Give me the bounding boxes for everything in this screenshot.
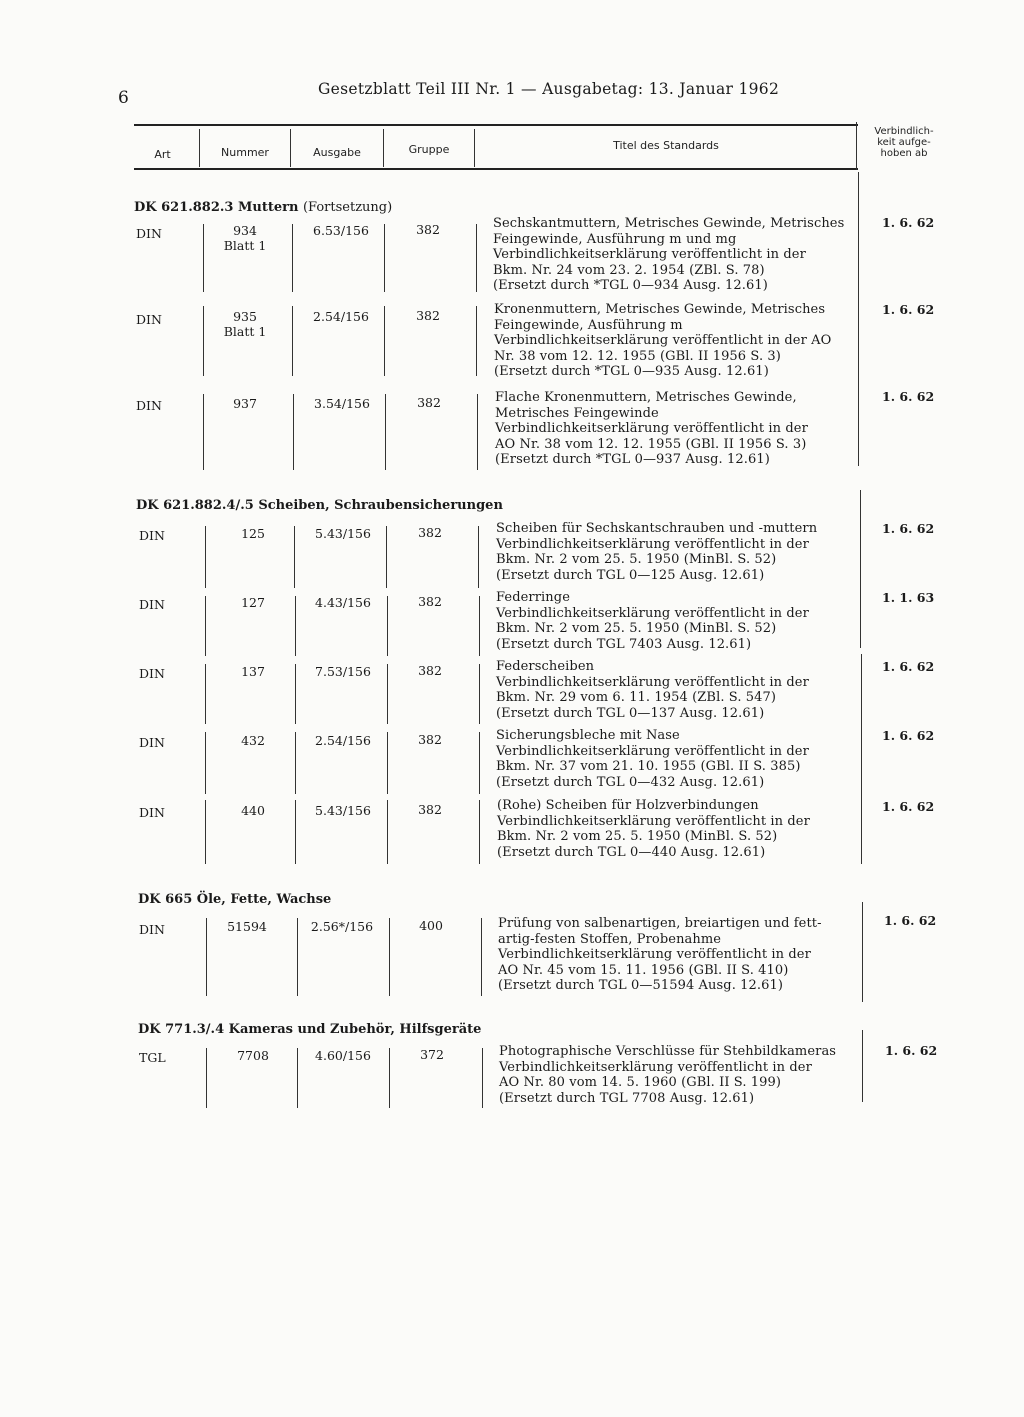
row-divider bbox=[205, 732, 206, 794]
cell-nummer: 127 bbox=[241, 595, 265, 610]
cell-titel bbox=[496, 659, 809, 721]
row-divider bbox=[479, 732, 480, 794]
running-head: Gesetzblatt Teil III Nr. 1 — Ausgabetag: 13. Januar 1962 bbox=[318, 80, 780, 98]
cell-ausgabe: 3.54/156 bbox=[314, 396, 370, 411]
cell-gruppe: 382 bbox=[418, 663, 442, 678]
titel-line: (Ersetzt durch TGL 0—125 Ausg. 12.61) bbox=[496, 567, 765, 583]
cell-nummer: 51594 bbox=[227, 919, 267, 934]
cell-titel bbox=[499, 1044, 836, 1106]
header-bottom-rule bbox=[134, 168, 858, 170]
cell-titel bbox=[496, 590, 809, 652]
row-divider bbox=[476, 224, 477, 292]
row-divider bbox=[476, 306, 477, 376]
row-divider bbox=[481, 918, 482, 996]
section-heading-label: DK 621.882.3 Muttern bbox=[134, 200, 299, 215]
titel-line: Verbindlichkeitserklärung veröffentlicht in der bbox=[496, 605, 809, 621]
section-heading-label: DK 665 Öle, Fette, Wachse bbox=[138, 892, 332, 907]
titel-line: (Ersetzt durch *TGL 0—934 Ausg. 12.61) bbox=[493, 278, 768, 293]
cell-ausgabe: 2.56*/156 bbox=[310, 919, 374, 934]
section-right-rule bbox=[860, 490, 861, 648]
cell-nummer-sub: Blatt 1 bbox=[223, 238, 267, 253]
cell-date: 1. 6. 62 bbox=[882, 389, 935, 404]
titel-line: (Ersetzt durch *TGL 0—935 Ausg. 12.61) bbox=[494, 364, 769, 379]
section-right-rule bbox=[861, 654, 862, 864]
titel-line: Federringe bbox=[496, 590, 570, 605]
row-divider bbox=[477, 394, 478, 470]
titel-line: Prüfung von salbenartigen, breiartigen und fett- bbox=[498, 916, 822, 931]
section-heading bbox=[134, 200, 392, 215]
titel-line: Bkm. Nr. 2 vom 25. 5. 1950 (MinBl. S. 52) bbox=[496, 552, 777, 567]
section-right-rule bbox=[862, 902, 863, 1002]
titel-line: (Rohe) Scheiben für Holzverbindungen bbox=[497, 798, 759, 813]
titel-line: (Ersetzt durch TGL 0—440 Ausg. 12.61) bbox=[497, 844, 766, 860]
titel-line: Feingewinde, Ausführung m bbox=[494, 317, 683, 333]
titel-line: Nr. 38 vom 12. 12. 1955 (GBl. II 1956 S. 3) bbox=[494, 348, 781, 364]
titel-line: Verbindlichkeitserklärung veröffentlicht in der bbox=[493, 247, 806, 262]
cell-date: 1. 6. 62 bbox=[882, 215, 935, 230]
titel-line: (Ersetzt durch TGL 0—137 Ausg. 12.61) bbox=[496, 705, 765, 721]
row-divider bbox=[205, 596, 206, 656]
titel-line: Federscheiben bbox=[496, 659, 595, 674]
cell-date: 1. 6. 62 bbox=[885, 1043, 938, 1058]
titel-line: Verbindlichkeitserklärung veröffentlicht in der bbox=[496, 536, 809, 552]
cell-art: DIN bbox=[139, 735, 165, 750]
titel-line: Verbindlichkeitserklärung veröffentlicht in der bbox=[499, 1059, 812, 1075]
cell-gruppe: 382 bbox=[416, 222, 440, 237]
row-divider bbox=[389, 918, 390, 996]
titel-line: artig-festen Stoffen, Probenahme bbox=[498, 931, 722, 947]
titel-line: Verbindlichkeitserklärung veröffentlicht in der bbox=[496, 674, 809, 690]
cell-titel bbox=[494, 302, 831, 380]
row-divider bbox=[205, 800, 206, 864]
cell-ausgabe: 2.54/156 bbox=[315, 733, 371, 748]
cell-titel bbox=[498, 916, 822, 994]
cell-ausgabe: 6.53/156 bbox=[313, 223, 369, 238]
cell-nummer: 7708 bbox=[237, 1048, 269, 1063]
section-heading-suffix: (Fortsetzung) bbox=[302, 200, 393, 215]
cell-nummer bbox=[200, 223, 290, 253]
cell-ausgabe: 2.54/156 bbox=[313, 309, 369, 324]
titel-line: Bkm. Nr. 24 vom 23. 2. 1954 (ZBl. S. 78) bbox=[493, 262, 765, 278]
section-heading-label: DK 621.882.4/.5 Scheiben, Schraubensicherungen bbox=[136, 498, 503, 513]
cell-date: 1. 6. 62 bbox=[882, 799, 935, 814]
titel-line: Bkm. Nr. 2 vom 25. 5. 1950 (MinBl. S. 52) bbox=[496, 621, 777, 636]
cell-nummer-value: 935 bbox=[233, 309, 257, 324]
cell-gruppe: 382 bbox=[418, 802, 442, 817]
row-divider bbox=[292, 224, 293, 292]
section-right-rule bbox=[858, 172, 859, 466]
col-header-titel: Titel des Standards bbox=[613, 139, 719, 152]
col-divider bbox=[290, 129, 291, 167]
cell-ausgabe: 7.53/156 bbox=[315, 664, 371, 679]
col-header-gruppe: Gruppe bbox=[408, 143, 450, 156]
cell-nummer: 137 bbox=[241, 664, 265, 679]
cell-ausgabe: 5.43/156 bbox=[315, 526, 371, 541]
titel-line: Bkm. Nr. 2 vom 25. 5. 1950 (MinBl. S. 52) bbox=[497, 829, 778, 844]
row-divider bbox=[482, 1048, 483, 1108]
cell-art: DIN bbox=[139, 597, 165, 612]
titel-line: Feingewinde, Ausführung m und mg bbox=[493, 231, 737, 247]
cell-gruppe: 382 bbox=[418, 525, 442, 540]
cell-art: DIN bbox=[136, 398, 162, 413]
section-heading bbox=[138, 1022, 481, 1037]
titel-line: Scheiben für Sechskantschrauben und -muttern bbox=[496, 521, 818, 536]
titel-line: Sechskantmuttern, Metrisches Gewinde, Metrisches bbox=[493, 216, 845, 231]
cell-gruppe: 382 bbox=[416, 308, 440, 323]
titel-line: (Ersetzt durch TGL 0—51594 Ausg. 12.61) bbox=[498, 978, 784, 993]
titel-line: Verbindlichkeitserklärung veröffentlicht in der AO bbox=[494, 333, 832, 348]
row-divider bbox=[479, 596, 480, 656]
titel-line: Verbindlichkeitserklärung veröffentlicht in der bbox=[495, 421, 808, 436]
cell-nummer: 432 bbox=[241, 733, 265, 748]
cell-titel bbox=[496, 521, 817, 583]
col-header-verbindlichkeit bbox=[858, 126, 950, 159]
page-number: 6 bbox=[118, 88, 129, 108]
col-header-verbindlichkeit-line: Verbindlich- bbox=[874, 126, 934, 137]
titel-line: (Ersetzt durch TGL 7403 Ausg. 12.61) bbox=[496, 636, 752, 652]
cell-ausgabe: 5.43/156 bbox=[315, 803, 371, 818]
col-header-verbindlichkeit-line: keit aufge- bbox=[877, 137, 931, 148]
cell-nummer: 440 bbox=[241, 803, 265, 818]
cell-gruppe: 382 bbox=[418, 732, 442, 747]
cell-titel bbox=[495, 390, 808, 468]
titel-line: Metrisches Feingewinde bbox=[495, 405, 659, 421]
titel-line: Bkm. Nr. 29 vom 6. 11. 1954 (ZBl. S. 547) bbox=[496, 690, 777, 705]
row-divider bbox=[292, 306, 293, 376]
cell-date: 1. 6. 62 bbox=[882, 521, 935, 536]
row-divider bbox=[205, 526, 206, 588]
titel-line: (Ersetzt durch TGL 0—432 Ausg. 12.61) bbox=[496, 774, 765, 790]
titel-line: Photographische Verschlüsse für Stehbildkameras bbox=[499, 1044, 837, 1059]
row-divider bbox=[205, 664, 206, 724]
cell-titel bbox=[497, 798, 810, 860]
cell-gruppe: 382 bbox=[417, 395, 441, 410]
cell-gruppe: 372 bbox=[420, 1047, 444, 1062]
cell-date: 1. 6. 62 bbox=[882, 659, 935, 674]
header-top-rule bbox=[134, 124, 858, 126]
cell-art: DIN bbox=[136, 312, 162, 327]
cell-titel bbox=[493, 216, 844, 294]
cell-date: 1. 6. 62 bbox=[884, 913, 937, 928]
col-header-nummer: Nummer bbox=[221, 146, 269, 159]
row-divider bbox=[389, 1048, 390, 1108]
titel-line: Flache Kronenmuttern, Metrisches Gewinde, bbox=[495, 390, 797, 405]
cell-nummer-sub: Blatt 1 bbox=[223, 324, 267, 339]
cell-art: DIN bbox=[139, 805, 165, 820]
row-divider bbox=[479, 800, 480, 864]
col-header-verbindlichkeit-line: hoben ab bbox=[880, 148, 928, 159]
titel-line: Kronenmuttern, Metrisches Gewinde, Metrisches bbox=[494, 302, 826, 317]
cell-nummer-value: 937 bbox=[233, 396, 257, 411]
titel-line: Verbindlichkeitserklärung veröffentlicht in der bbox=[497, 813, 810, 829]
cell-date: 1. 1. 63 bbox=[882, 590, 935, 605]
row-divider bbox=[478, 526, 479, 588]
section-right-rule bbox=[862, 1030, 863, 1102]
titel-line: Verbindlichkeitserklärung veröffentlicht in der bbox=[498, 947, 811, 962]
cell-nummer: 125 bbox=[241, 526, 265, 541]
cell-gruppe: 400 bbox=[419, 918, 443, 933]
titel-line: AO Nr. 38 vom 12. 12. 1955 (GBl. II 1956 S. 3) bbox=[495, 436, 807, 452]
titel-line: AO Nr. 45 vom 15. 11. 1956 (GBl. II S. 410) bbox=[498, 962, 789, 978]
cell-art: DIN bbox=[139, 922, 165, 937]
titel-line: AO Nr. 80 vom 14. 5. 1960 (GBl. II S. 199) bbox=[499, 1075, 782, 1090]
row-divider bbox=[206, 1048, 207, 1108]
cell-date: 1. 6. 62 bbox=[882, 728, 935, 743]
col-divider bbox=[856, 122, 857, 170]
col-header-ausgabe: Ausgabe bbox=[313, 146, 361, 159]
titel-line: Verbindlichkeitserklärung veröffentlicht in der bbox=[496, 743, 809, 759]
cell-nummer bbox=[200, 309, 290, 339]
cell-art: DIN bbox=[136, 226, 162, 241]
titel-line: Bkm. Nr. 37 vom 21. 10. 1955 (GBl. II S. 385) bbox=[496, 759, 801, 774]
titel-line: (Ersetzt durch *TGL 0—937 Ausg. 12.61) bbox=[495, 452, 770, 467]
cell-art: TGL bbox=[139, 1050, 166, 1065]
section-heading bbox=[138, 892, 331, 907]
col-divider bbox=[474, 129, 475, 167]
row-divider bbox=[293, 394, 294, 470]
cell-titel bbox=[496, 728, 809, 790]
cell-art: DIN bbox=[139, 528, 165, 543]
col-header-art: Art bbox=[154, 148, 171, 161]
cell-gruppe: 382 bbox=[418, 594, 442, 609]
titel-line: (Ersetzt durch TGL 7708 Ausg. 12.61) bbox=[499, 1090, 755, 1106]
titel-line: Sicherungsbleche mit Nase bbox=[496, 728, 680, 743]
cell-nummer bbox=[200, 396, 290, 411]
cell-ausgabe: 4.60/156 bbox=[315, 1048, 371, 1063]
cell-art: DIN bbox=[139, 666, 165, 681]
cell-nummer-value: 934 bbox=[233, 223, 257, 238]
row-divider bbox=[479, 664, 480, 724]
cell-ausgabe: 4.43/156 bbox=[315, 595, 371, 610]
section-heading bbox=[136, 498, 503, 513]
cell-date: 1. 6. 62 bbox=[882, 302, 935, 317]
section-heading-label: DK 771.3/.4 Kameras und Zubehör, Hilfsgeräte bbox=[138, 1022, 482, 1037]
